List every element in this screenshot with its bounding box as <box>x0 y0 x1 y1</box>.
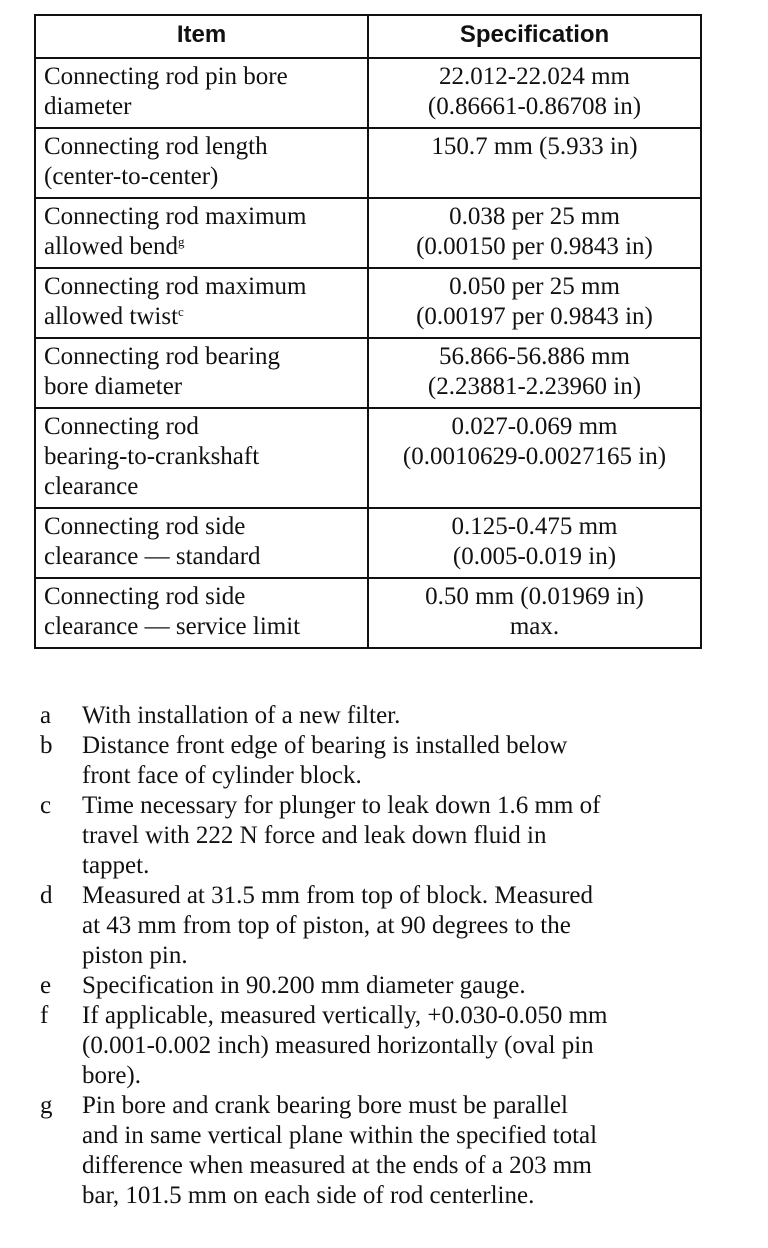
column-header-item: Item <box>35 15 368 58</box>
cell-line: 0.125-0.475 mm <box>451 513 618 540</box>
cell-line: 0.50 mm (0.01969 in) <box>425 583 644 610</box>
spec-cell <box>368 508 701 578</box>
footnote-line: (0.001-0.002 inch) measured horizontally (oval pin <box>82 1032 594 1059</box>
footnote-line: travel with 222 N force and leak down fluid in <box>82 822 547 849</box>
cell-line: (2.23881-2.23960 in) <box>427 373 642 400</box>
footnote-line: tappet. <box>82 852 150 879</box>
footnote-line: piston pin. <box>82 942 188 969</box>
footnote-line: front face of cylinder block. <box>82 762 362 789</box>
cell-text: allowed twist <box>44 303 179 330</box>
cell-line: Connecting rod maximum <box>44 203 307 230</box>
footnote-line: Time necessary for plunger to leak down 1.6 mm of <box>82 792 601 819</box>
item-cell <box>35 408 368 508</box>
cell-line: 150.7 mm (5.933 in) <box>431 133 638 160</box>
cell-line: max. <box>509 613 560 640</box>
cell-line: Connecting rod side <box>44 583 246 610</box>
item-cell <box>35 128 368 198</box>
cell-line: Connecting rod length <box>44 133 268 160</box>
spec-cell <box>368 58 701 128</box>
footnote-letter: g <box>40 1092 53 1119</box>
footnote-item <box>40 701 720 731</box>
cell-line: Connecting rod pin bore <box>44 63 288 90</box>
cell-line: bearing-to-crankshaft <box>44 443 260 470</box>
cell-line: (0.86661-0.86708 in) <box>427 93 642 120</box>
footnote-line: Distance front edge of bearing is installed below <box>82 732 568 759</box>
cell-line: diameter <box>44 93 132 120</box>
footnote-line: at 43 mm from top of piston, at 90 degrees to the <box>82 912 571 939</box>
table-row <box>35 338 701 408</box>
footnote-item <box>40 1091 720 1211</box>
table-row <box>35 198 701 268</box>
footnote-letter: f <box>40 1002 49 1029</box>
footnote-line: and in same vertical plane within the specified total <box>82 1122 598 1149</box>
cell-line: Connecting rod side <box>44 513 246 540</box>
column-header-specification: Specification <box>368 15 701 58</box>
table-row <box>35 58 701 128</box>
footnote-text <box>82 791 720 881</box>
table-row <box>35 408 701 508</box>
footnote-ref: c <box>178 304 184 319</box>
footnote-line: Pin bore and crank bearing bore must be parallel <box>82 1092 568 1119</box>
footnotes-list <box>40 701 720 1211</box>
table-header-row <box>35 15 701 58</box>
footnote-text <box>82 731 720 791</box>
footnote-item <box>40 791 720 881</box>
cell-line: 0.027-0.069 mm <box>451 413 618 440</box>
cell-line: (0.0010629-0.0027165 in) <box>402 443 667 470</box>
item-cell <box>35 268 368 338</box>
cell-line: Connecting rod maximum <box>44 273 307 300</box>
cell-line: 0.038 per 25 mm <box>449 203 620 230</box>
cell-line: (0.00150 per 0.9843 in) <box>416 233 653 260</box>
cell-line: Connecting rod <box>44 413 199 440</box>
cell-text: allowed bend <box>44 233 178 260</box>
footnote-text <box>82 971 720 1001</box>
footnote-text <box>82 1001 720 1091</box>
cell-line: clearance — service limit <box>44 613 301 640</box>
footnote-text <box>82 1091 720 1211</box>
spec-cell <box>368 198 701 268</box>
cell-line: clearance — standard <box>44 543 261 570</box>
footnote-text <box>82 701 720 731</box>
spec-cell <box>368 408 701 508</box>
item-cell <box>35 578 368 648</box>
cell-line: clearance <box>44 473 139 500</box>
footnote-letter: a <box>40 702 52 729</box>
footnote-line: difference when measured at the ends of a 203 mm <box>82 1152 592 1179</box>
table-row <box>35 578 701 648</box>
spec-cell <box>368 268 701 338</box>
cell-line: bore diameter <box>44 373 183 400</box>
footnote-letter: c <box>40 792 52 819</box>
item-cell <box>35 508 368 578</box>
footnote-letter: d <box>40 882 53 909</box>
cell-line: 56.866-56.886 mm <box>439 343 630 370</box>
cell-line: Connecting rod bearing <box>44 343 281 370</box>
cell-line: 22.012-22.024 mm <box>439 63 630 90</box>
item-cell <box>35 198 368 268</box>
footnote-text <box>82 881 720 971</box>
footnote-item <box>40 971 720 1001</box>
spec-cell <box>368 578 701 648</box>
table-row <box>35 508 701 578</box>
footnote-letter: e <box>40 972 52 999</box>
table-row <box>35 128 701 198</box>
cell-line: (center-to-center) <box>44 163 219 190</box>
footnote-letter: b <box>40 732 53 759</box>
item-cell <box>35 58 368 128</box>
footnote-line: If applicable, measured vertically, +0.030-0.050 mm <box>82 1002 608 1029</box>
footnote-line: With installation of a new filter. <box>82 702 401 729</box>
spec-table <box>34 14 702 649</box>
item-cell <box>35 338 368 408</box>
footnote-item <box>40 1001 720 1091</box>
footnote-item <box>40 881 720 971</box>
footnote-line: bore). <box>82 1062 141 1089</box>
footnote-line: Measured at 31.5 mm from top of block. Measured <box>82 882 593 909</box>
footnote-ref: g <box>177 234 185 249</box>
footnote-line: Specification in 90.200 mm diameter gauge. <box>82 972 526 999</box>
cell-line <box>44 232 359 262</box>
cell-line: 0.050 per 25 mm <box>449 273 620 300</box>
footnote-line: bar, 101.5 mm on each side of rod centerline. <box>82 1182 535 1209</box>
spec-cell <box>368 338 701 408</box>
cell-line <box>44 302 359 332</box>
cell-line: (0.00197 per 0.9843 in) <box>416 303 653 330</box>
spec-cell <box>368 128 701 198</box>
cell-line: (0.005-0.019 in) <box>452 543 617 570</box>
table-row <box>35 268 701 338</box>
footnote-item <box>40 731 720 791</box>
